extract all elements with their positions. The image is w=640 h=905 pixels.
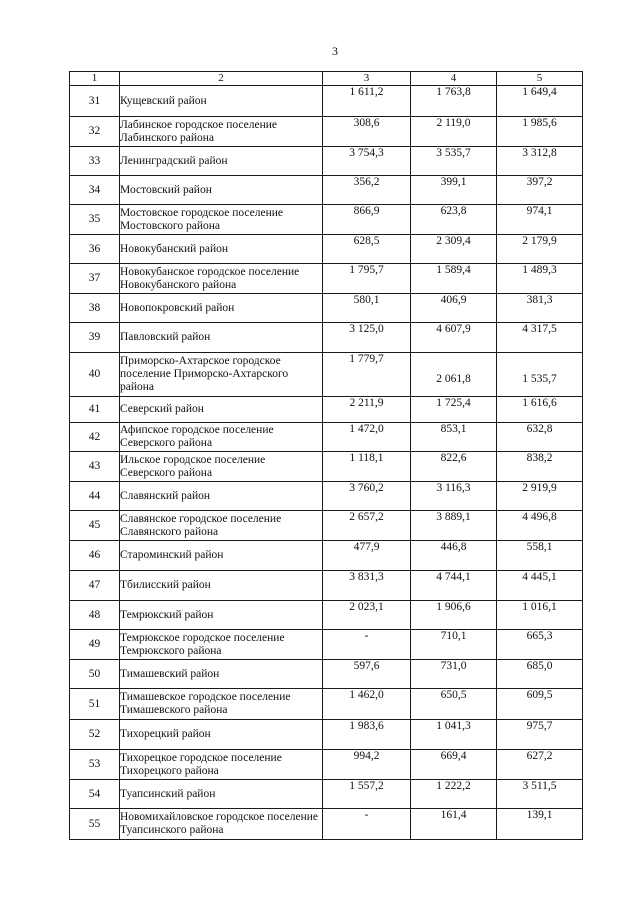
row-name: Мостовский район: [120, 176, 323, 205]
row-col-3: 356,2: [323, 176, 411, 205]
row-col-4: 406,9: [411, 294, 497, 323]
row-name: Новопокровский район: [120, 294, 323, 323]
row-col-4: 650,5: [411, 689, 497, 720]
table-row: [70, 541, 583, 571]
table-row: [70, 294, 583, 323]
row-col-5: 2 919,9: [497, 482, 583, 511]
row-number: 46: [70, 541, 120, 571]
row-col-3: 1 983,6: [323, 720, 411, 750]
row-name: Темрюкское городское поселение Темрюкского района: [120, 630, 323, 660]
row-col-5: 632,8: [497, 423, 583, 452]
row-col-5: 3 511,5: [497, 780, 583, 809]
table-row: [70, 720, 583, 750]
table-row: [70, 630, 583, 660]
row-name: Ильское городское поселение Северского района: [120, 452, 323, 482]
row-col-4: 2 061,8: [411, 353, 497, 397]
row-number: 50: [70, 660, 120, 689]
row-number: 54: [70, 780, 120, 809]
row-col-3: 3 125,0: [323, 323, 411, 353]
row-col-5: 3 312,8: [497, 147, 583, 176]
row-col-4: 446,8: [411, 541, 497, 571]
table-row: [70, 397, 583, 423]
row-name: Кущевский район: [120, 86, 323, 117]
row-name: Ленинградский район: [120, 147, 323, 176]
row-number: 52: [70, 720, 120, 750]
row-name: Славянское городское поселение Славянского района: [120, 511, 323, 541]
table-row: [70, 117, 583, 147]
row-number: 41: [70, 397, 120, 423]
row-name: Павловский район: [120, 323, 323, 353]
row-col-5: 1 535,7: [497, 353, 583, 397]
row-col-5: 1 985,6: [497, 117, 583, 147]
row-col-3: 477,9: [323, 541, 411, 571]
row-col-5: 665,3: [497, 630, 583, 660]
row-col-5: 558,1: [497, 541, 583, 571]
table-row: [70, 147, 583, 176]
row-name: Темрюкский район: [120, 601, 323, 630]
row-name: Тимашевский район: [120, 660, 323, 689]
row-col-4: 1 725,4: [411, 397, 497, 423]
row-number: 45: [70, 511, 120, 541]
row-number: 44: [70, 482, 120, 511]
table-row: [70, 601, 583, 630]
row-col-4: 2 119,0: [411, 117, 497, 147]
row-col-3: 2 211,9: [323, 397, 411, 423]
row-col-3: -: [323, 630, 411, 660]
row-col-5: 4 317,5: [497, 323, 583, 353]
table-row: [70, 780, 583, 809]
page-number: 3: [332, 44, 338, 58]
row-col-3: 3 760,2: [323, 482, 411, 511]
row-number: 43: [70, 452, 120, 482]
row-col-3: 1 462,0: [323, 689, 411, 720]
row-name: Новомихайловское городское поселение Туапсинского района: [120, 809, 323, 840]
row-name: Староминский район: [120, 541, 323, 571]
row-number: 36: [70, 235, 120, 264]
row-col-4: 399,1: [411, 176, 497, 205]
row-col-3: 1 611,2: [323, 86, 411, 117]
row-number: 42: [70, 423, 120, 452]
row-col-3: 1 795,7: [323, 264, 411, 294]
table-row: [70, 809, 583, 840]
row-col-4: 623,8: [411, 205, 497, 235]
row-col-5: 838,2: [497, 452, 583, 482]
row-col-4: 731,0: [411, 660, 497, 689]
row-name: Туапсинский район: [120, 780, 323, 809]
table-row: [70, 205, 583, 235]
row-number: 38: [70, 294, 120, 323]
row-name: Тихорецкое городское поселение Тихорецкого района: [120, 750, 323, 780]
data-table: [69, 71, 583, 840]
row-col-3: 1 779,7: [323, 353, 411, 397]
row-col-5: 1 616,6: [497, 397, 583, 423]
row-col-4: 822,6: [411, 452, 497, 482]
table-row: [70, 452, 583, 482]
row-number: 40: [70, 353, 120, 397]
table-row: [70, 176, 583, 205]
row-col-5: 1 016,1: [497, 601, 583, 630]
row-name: Тбилисский район: [120, 571, 323, 601]
row-col-5: 685,0: [497, 660, 583, 689]
row-col-3: 866,9: [323, 205, 411, 235]
table-row: [70, 511, 583, 541]
row-col-5: 397,2: [497, 176, 583, 205]
row-col-3: 994,2: [323, 750, 411, 780]
header-col-2: 2: [120, 72, 323, 86]
row-name: Тимашевское городское поселение Тимашевского района: [120, 689, 323, 720]
row-name: Славянский район: [120, 482, 323, 511]
row-number: 33: [70, 147, 120, 176]
header-col-5: 5: [497, 72, 583, 86]
row-col-5: 139,1: [497, 809, 583, 840]
row-col-3: 580,1: [323, 294, 411, 323]
table-row: [70, 750, 583, 780]
row-name: Новокубанский район: [120, 235, 323, 264]
row-col-5: 1 649,4: [497, 86, 583, 117]
row-name: Тихорецкий район: [120, 720, 323, 750]
row-name: Северский район: [120, 397, 323, 423]
row-number: 32: [70, 117, 120, 147]
row-col-3: 1 118,1: [323, 452, 411, 482]
row-col-3: 308,6: [323, 117, 411, 147]
row-col-3: 2 657,2: [323, 511, 411, 541]
row-number: 39: [70, 323, 120, 353]
row-name: Приморско-Ахтарское городское поселение Приморско-Ахтарского района: [120, 353, 323, 397]
row-col-4: 4 744,1: [411, 571, 497, 601]
header-row: [70, 72, 583, 86]
row-col-4: 1 041,3: [411, 720, 497, 750]
row-col-4: 710,1: [411, 630, 497, 660]
row-number: 48: [70, 601, 120, 630]
row-col-4: 1 906,6: [411, 601, 497, 630]
table-row: [70, 235, 583, 264]
row-col-5: 609,5: [497, 689, 583, 720]
row-col-4: 161,4: [411, 809, 497, 840]
header-col-1: 1: [70, 72, 120, 86]
row-col-4: 3 116,3: [411, 482, 497, 511]
row-col-4: 3 889,1: [411, 511, 497, 541]
row-col-5: 974,1: [497, 205, 583, 235]
table-row: [70, 571, 583, 601]
row-col-3: 3 831,3: [323, 571, 411, 601]
row-col-3: 3 754,3: [323, 147, 411, 176]
row-number: 53: [70, 750, 120, 780]
row-col-4: 669,4: [411, 750, 497, 780]
table-row: [70, 264, 583, 294]
row-col-4: 853,1: [411, 423, 497, 452]
row-number: 55: [70, 809, 120, 840]
row-col-3: -: [323, 809, 411, 840]
row-name: Новокубанское городское поселение Новокубанского района: [120, 264, 323, 294]
header-col-3: 3: [323, 72, 411, 86]
row-col-5: 627,2: [497, 750, 583, 780]
row-col-5: 4 445,1: [497, 571, 583, 601]
row-number: 31: [70, 86, 120, 117]
row-col-5: 2 179,9: [497, 235, 583, 264]
row-name: Мостовское городское поселение Мостовского района: [120, 205, 323, 235]
row-col-4: 1 589,4: [411, 264, 497, 294]
row-number: 35: [70, 205, 120, 235]
row-number: 49: [70, 630, 120, 660]
table-row: [70, 323, 583, 353]
row-col-4: 1 222,2: [411, 780, 497, 809]
row-number: 34: [70, 176, 120, 205]
row-col-4: 3 535,7: [411, 147, 497, 176]
row-col-3: 1 472,0: [323, 423, 411, 452]
table-row: [70, 423, 583, 452]
row-name: Лабинское городское поселение Лабинского района: [120, 117, 323, 147]
row-col-3: 597,6: [323, 660, 411, 689]
row-col-4: 1 763,8: [411, 86, 497, 117]
table-row: [70, 353, 583, 397]
row-number: 37: [70, 264, 120, 294]
header-col-4: 4: [411, 72, 497, 86]
row-number: 47: [70, 571, 120, 601]
row-col-4: 4 607,9: [411, 323, 497, 353]
row-col-3: 2 023,1: [323, 601, 411, 630]
row-col-4: 2 309,4: [411, 235, 497, 264]
row-col-5: 381,3: [497, 294, 583, 323]
row-col-3: 628,5: [323, 235, 411, 264]
row-col-5: 4 496,8: [497, 511, 583, 541]
row-name: Афипское городское поселение Северского района: [120, 423, 323, 452]
table-row: [70, 86, 583, 117]
table-row: [70, 482, 583, 511]
row-number: 51: [70, 689, 120, 720]
row-col-5: 1 489,3: [497, 264, 583, 294]
row-col-3: 1 557,2: [323, 780, 411, 809]
row-col-5: 975,7: [497, 720, 583, 750]
table-row: [70, 689, 583, 720]
table-row: [70, 660, 583, 689]
